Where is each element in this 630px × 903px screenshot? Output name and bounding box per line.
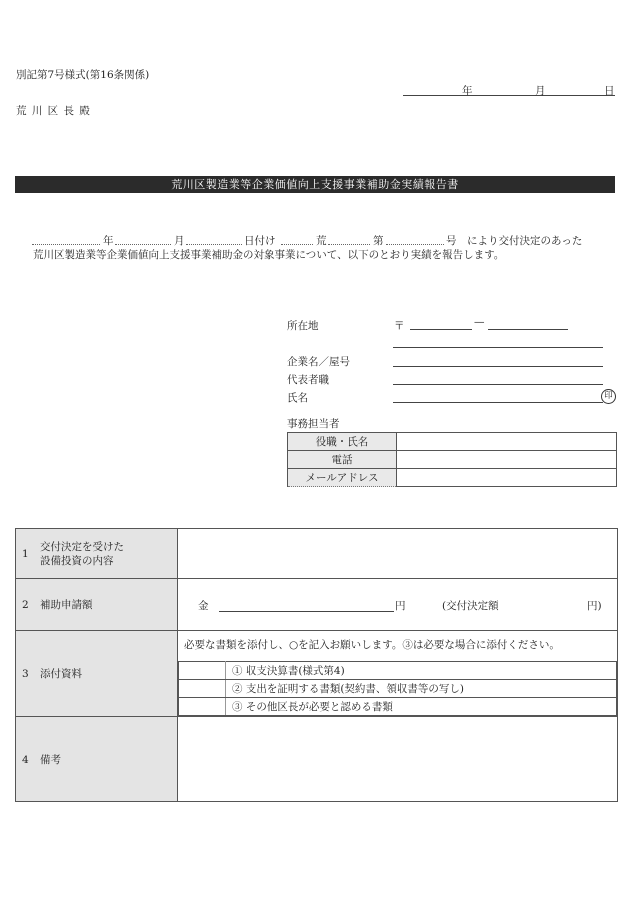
table-row (16, 717, 618, 802)
attachment-check-1[interactable] (179, 662, 226, 680)
row1-number: 1 (22, 547, 29, 560)
attachments-cell (178, 631, 618, 717)
postal-code-second-field[interactable] (488, 329, 568, 330)
intro-prefix-field[interactable] (281, 244, 313, 245)
form-reference: 別記第7号様式(第16条関係) (16, 69, 150, 81)
intro-ara-label: 荒 (316, 235, 327, 247)
address-field[interactable] (393, 347, 603, 348)
intro-day-field[interactable] (186, 244, 242, 245)
row3-label-text: 添付資料 (40, 668, 82, 680)
address-label: 所在地 (287, 320, 319, 332)
kin-label: 金 (198, 599, 209, 612)
row3-number: 3 (22, 668, 29, 680)
list-item (179, 680, 617, 698)
contact-row (288, 433, 617, 451)
intro-body-text: 荒川区製造業等企業価値向上支援事業補助金の対象事業について、以下のとおり実績を報告します。 (33, 249, 505, 261)
date-month-label: 月 (535, 85, 546, 97)
date-year-label: 年 (462, 85, 473, 97)
name-field[interactable] (393, 402, 603, 403)
row1-label-line2: 設備投資の内容 (40, 554, 114, 567)
intro-month-label: 月 (174, 235, 185, 247)
row3-label (16, 631, 178, 717)
intro-ara-field[interactable] (328, 244, 370, 245)
attachment-item-1: ① 収支決算書(様式第4) (226, 662, 617, 680)
date-underline (403, 95, 615, 96)
list-item (179, 698, 617, 716)
row1-label (16, 529, 178, 579)
attachment-item-2: ② 支出を証明する書類(契約書、領収書等の写し) (226, 680, 617, 698)
rep-title-label: 代表者職 (287, 374, 329, 386)
row1-label-line1: 交付決定を受けた (40, 540, 124, 553)
attachment-check-2[interactable] (179, 680, 226, 698)
postal-code-first-field[interactable] (410, 329, 472, 330)
row4-label (16, 717, 178, 802)
contact-row (288, 451, 617, 469)
rep-title-field[interactable] (393, 384, 603, 385)
addressee: 荒 川 区 長 殿 (16, 105, 91, 117)
row4-label-text: 備考 (40, 753, 61, 766)
row2-label (16, 579, 178, 631)
intro-year-field[interactable] (32, 244, 100, 245)
decision-amount-open: (交付決定額 (442, 599, 499, 612)
contact-email-label: メールアドレス (288, 469, 397, 487)
subsidy-amount-cell (178, 579, 618, 631)
attachments-instruction: 必要な書類を添付し、○を記入お願いします。③は必要な場合に添付ください。 (184, 639, 560, 651)
seal-mark: 印 (601, 389, 616, 404)
intro-dai-label: 第 (373, 235, 384, 247)
intro-dated-label: 日付け (244, 235, 276, 247)
contact-phone-label: 電話 (288, 451, 397, 469)
yen-label: 円 (395, 599, 406, 612)
attachment-item-3: ③ その他区長が必要と認める書類 (226, 698, 617, 716)
attachments-list (178, 661, 617, 716)
equipment-investment-field[interactable] (178, 529, 618, 579)
postal-mark: 〒 (394, 320, 405, 332)
contact-position-name-field[interactable] (397, 433, 617, 451)
row2-number: 2 (22, 599, 29, 611)
row2-label-text: 補助申請額 (40, 599, 93, 611)
document-title: 荒川区製造業等企業価値向上支援事業補助金実績報告書 (15, 176, 615, 193)
company-label: 企業名／屋号 (287, 356, 350, 368)
company-field[interactable] (393, 366, 603, 367)
intro-year-label: 年 (103, 235, 114, 247)
name-label: 氏名 (287, 392, 308, 404)
contact-row (288, 469, 617, 487)
attachment-check-3[interactable] (179, 698, 226, 716)
contact-table (287, 432, 617, 487)
table-row (16, 529, 618, 579)
contact-phone-field[interactable] (397, 451, 617, 469)
table-row (16, 579, 618, 631)
remarks-field[interactable] (178, 717, 618, 802)
postal-dash: — (474, 316, 485, 328)
decision-amount-close: 円) (587, 599, 602, 612)
contact-position-name-label: 役職・氏名 (288, 433, 397, 451)
intro-go-label: 号 (446, 235, 457, 247)
contact-email-field[interactable] (397, 469, 617, 487)
intro-month-field[interactable] (115, 244, 171, 245)
contact-heading: 事務担当者 (287, 418, 340, 430)
intro-number-field[interactable] (386, 244, 444, 245)
report-table (15, 528, 618, 802)
list-item (179, 662, 617, 680)
row4-number: 4 (22, 753, 29, 766)
subsidy-amount-field[interactable] (219, 611, 394, 612)
date-day-label: 日 (604, 85, 615, 97)
intro-tail-text: により交付決定のあった (467, 235, 583, 247)
table-row (16, 631, 618, 717)
